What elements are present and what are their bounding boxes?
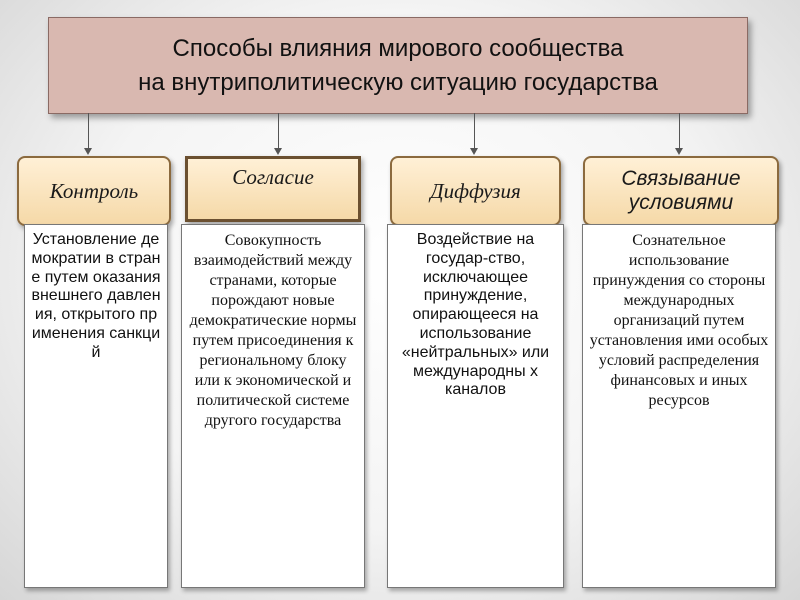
category-kontrol <box>17 156 171 226</box>
description-kontrol <box>24 224 168 588</box>
category-svyazyvanie <box>583 156 779 226</box>
diagram-title <box>48 17 748 114</box>
description-diffuziya-text: Воздействие на государ-ство, исключающее принуждение, опирающееся на использование «нейтральных» или международны х каналов <box>401 231 550 399</box>
category-svyazyvanie-label: Связывание условиями <box>621 167 741 214</box>
title-line-2: на внутриполитическую ситуацию государства <box>138 68 658 96</box>
category-diffuziya <box>390 156 561 226</box>
category-soglasie <box>185 156 361 222</box>
connector-kontrol <box>88 113 89 149</box>
category-soglasie-label: Согласие <box>232 165 314 189</box>
description-kontrol-text: Установление демократии в стране путем оказания внешнего давления, открытого применения санкций <box>31 231 161 361</box>
connector-svyazyvanie <box>679 113 680 149</box>
connector-diffuziya <box>474 113 475 149</box>
title-line-1: Способы влияния мирового сообщества <box>172 34 624 62</box>
connector-soglasie <box>278 113 279 149</box>
description-diffuziya <box>387 224 564 588</box>
description-svyazyvanie-text: Сознательное использование принуждения со стороны международных организаций путем установления ими особых условий распределения финансовых и иных ресурсов <box>589 232 769 409</box>
description-svyazyvanie <box>582 224 776 588</box>
description-soglasie-text: Совокупность взаимодействий между странами, которые порождают новые демократические нормы путем присоединения к региональному блоку или к экономической и политической системе другого государства <box>189 232 357 429</box>
description-soglasie <box>181 224 365 588</box>
category-kontrol-label: Контроль <box>49 178 139 203</box>
category-diffuziya-label: Диффузия <box>430 178 521 203</box>
